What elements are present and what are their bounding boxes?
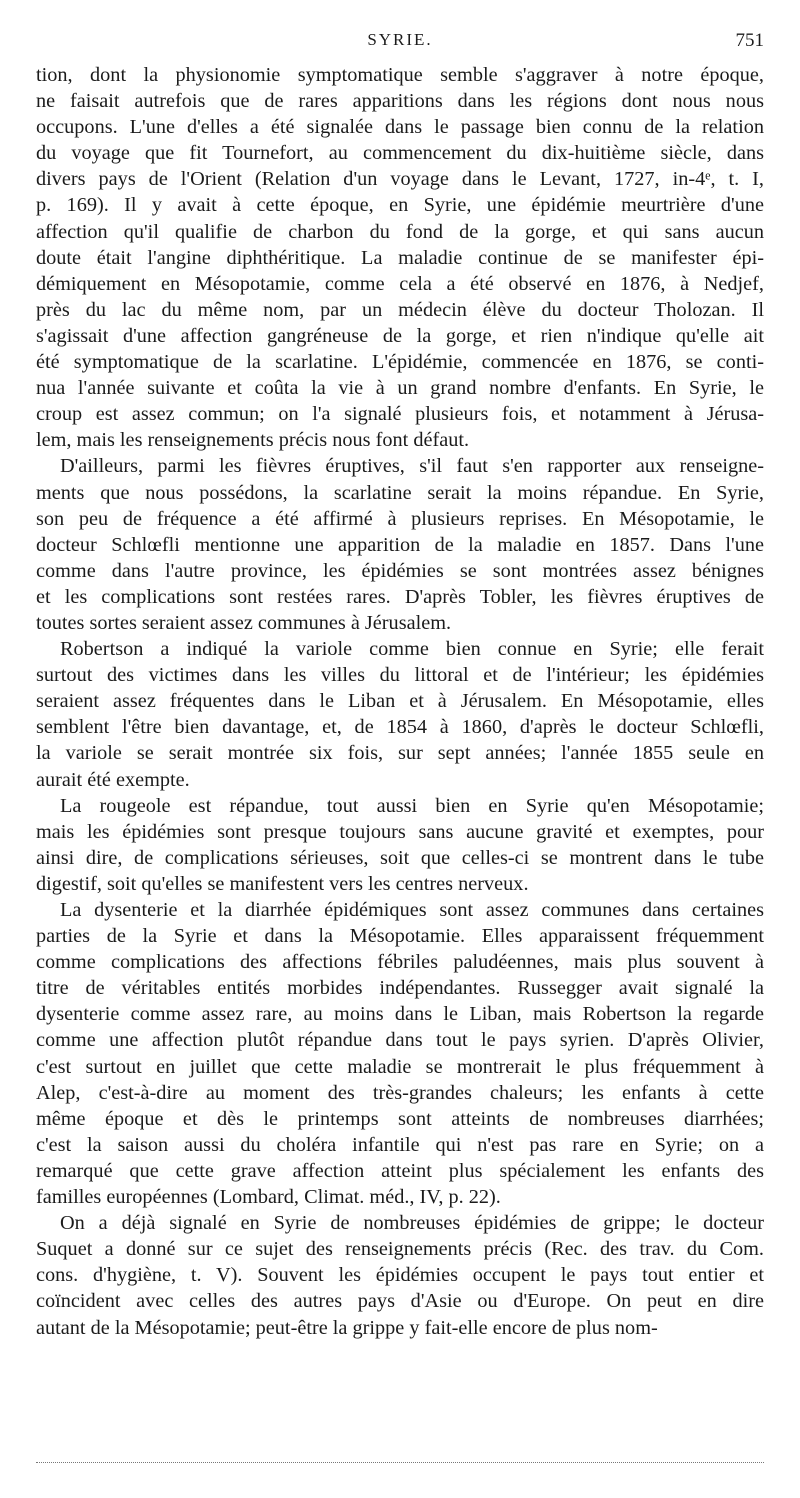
text-line: cons. d'hygiène, t. V). Souvent les épidémies occupent le pays tout entier et [36,1264,764,1287]
body-text [36,62,764,1341]
text-line: toutes sortes seraient assez communes à Jérusalem. [36,611,452,634]
text-line: croup est assez commun; on l'a signalé plusieurs fois, et notamment à Jérusa- [36,403,764,426]
footer-divider [36,1462,764,1463]
text-line: Robertson a indiqué la variole comme bien connue en Syrie; elle ferait [60,638,764,661]
text-line: autant de la Mésopotamie; peut-être la grippe y fait-elle encore de plus nom- [36,1316,658,1339]
running-title: SYRIE. [367,30,433,49]
text-line: ne faisait autrefois que de rares apparitions dans les régions dont nous nous [36,90,764,113]
paragraph [36,793,764,897]
text-line: s'agissait d'une affection gangréneuse de la gorge, et rien n'indique qu'elle ait [36,324,764,347]
text-line: docteur Schlœfli mentionne une apparition de la maladie en 1857. Dans l'une [36,533,764,556]
text-line: semblent l'être bien davantage, et, de 1854 à 1860, d'après le docteur Schlœfli, [36,716,764,739]
text-line: nua l'année suivante et coûta la vie à un grand nombre d'enfants. En Syrie, le [36,377,764,400]
paragraph [36,453,764,636]
text-line: aurait été exempte. [36,768,190,791]
text-line: On a déjà signalé en Syrie de nombreuses épidémies de grippe; le docteur [60,1212,764,1235]
text-line: la variole se serait montrée six fois, sur sept années; l'année 1855 seule en [36,742,764,765]
text-line: doute était l'angine diphthéritique. La maladie continue de se manifester épi- [36,246,764,269]
text-line: coïncident avec celles des autres pays d'Asie ou d'Europe. On peut en dire [36,1290,764,1313]
text-line: comme une affection plutôt répandue dans tout le pays syrien. D'après Olivier, [36,1029,764,1052]
text-line: comme dans l'autre province, les épidémies se sont montrées assez bénignes [36,559,764,582]
text-line: près du lac du même nom, par un médecin élève du docteur Tholozan. Il [36,298,764,321]
text-line: lem, mais les renseignements précis nous font défaut. [36,429,470,452]
text-line: occupons. L'une d'elles a été signalée dans le passage bien connu de la relation [36,116,764,139]
text-line: seraient assez fréquentes dans le Liban et à Jérusalem. En Mésopotamie, elles [36,690,764,713]
text-line: mais les épidémies sont presque toujours sans aucune gravité et exemptes, pour [36,820,764,843]
text-line: et les complications sont restées rares. D'après Tobler, les fièvres éruptives de [36,585,764,608]
text-line: comme complications des affections fébriles paludéennes, mais plus souvent à [36,951,764,974]
text-line: démiquement en Mésopotamie, comme cela a été observé en 1876, à Nedjef, [36,272,764,295]
text-line: même époque et dès le printemps sont atteints de nombreuses diarrhées; [36,1107,764,1130]
paragraph [36,636,764,793]
text-line: familles européennes (Lombard, Climat. méd., IV, p. 22). [36,1186,501,1209]
text-line: remarqué que cette grave affection atteint plus spécialement les enfants des [36,1159,764,1182]
text-line: du voyage que fit Tournefort, au commencement du dix-huitième siècle, dans [36,142,764,165]
text-line: p. 169). Il y avait à cette époque, en Syrie, une épidémie meurtrière d'une [36,194,764,217]
text-line: La rougeole est répandue, tout aussi bien en Syrie qu'en Mésopotamie; [60,794,764,817]
text-line: été symptomatique de la scarlatine. L'épidémie, commencée en 1876, se conti- [36,351,764,374]
page-number: 751 [735,30,764,51]
text-line: La dysenterie et la diarrhée épidémiques sont assez communes dans certaines [60,899,764,921]
paragraph [36,1210,764,1340]
paragraph [36,62,764,453]
text-line: digestif, soit qu'elles se manifestent vers les centres nerveux. [36,872,529,895]
text-line: tion, dont la physionomie symptomatique semble s'aggraver à notre époque, [36,64,764,86]
page-header [36,30,764,62]
text-line: Suquet a donné sur ce sujet des renseignements précis (Rec. des trav. du Com. [36,1238,764,1261]
text-line: ments que nous possédons, la scarlatine serait la moins répandue. En Syrie, [36,481,764,504]
text-line: parties de la Syrie et dans la Mésopotamie. Elles apparaissent fréquemment [36,925,764,948]
text-line: divers pays de l'Orient (Relation d'un voyage dans le Levant, 1727, in-4ᵉ, t. I, [36,168,764,191]
text-line: dysenterie comme assez rare, au moins dans le Liban, mais Robertson la regarde [36,1003,764,1026]
text-line: surtout des victimes dans les villes du littoral et de l'intérieur; les épidémies [36,664,764,687]
text-line: Alep, c'est-à-dire au moment des très-grandes chaleurs; les enfants à cette [36,1081,764,1104]
text-line: titre de véritables entités morbides indépendantes. Russegger avait signalé la [36,977,764,1000]
text-line: son peu de fréquence a été affirmé à plusieurs reprises. En Mésopotamie, le [36,507,764,530]
text-line: D'ailleurs, parmi les fièvres éruptives, s'il faut s'en rapporter aux renseigne- [60,455,764,478]
text-line: ainsi dire, de complications sérieuses, soit que celles-ci se montrent dans le tube [36,846,764,869]
text-line: c'est la saison aussi du choléra infantile qui n'est pas rare en Syrie; on a [36,1133,764,1156]
text-line: affection qu'il qualifie de charbon du fond de la gorge, et qui sans aucun [36,220,764,243]
text-line: c'est surtout en juillet que cette maladie se montrerait le plus fréquemment à [36,1055,764,1078]
paragraph [36,897,764,1210]
